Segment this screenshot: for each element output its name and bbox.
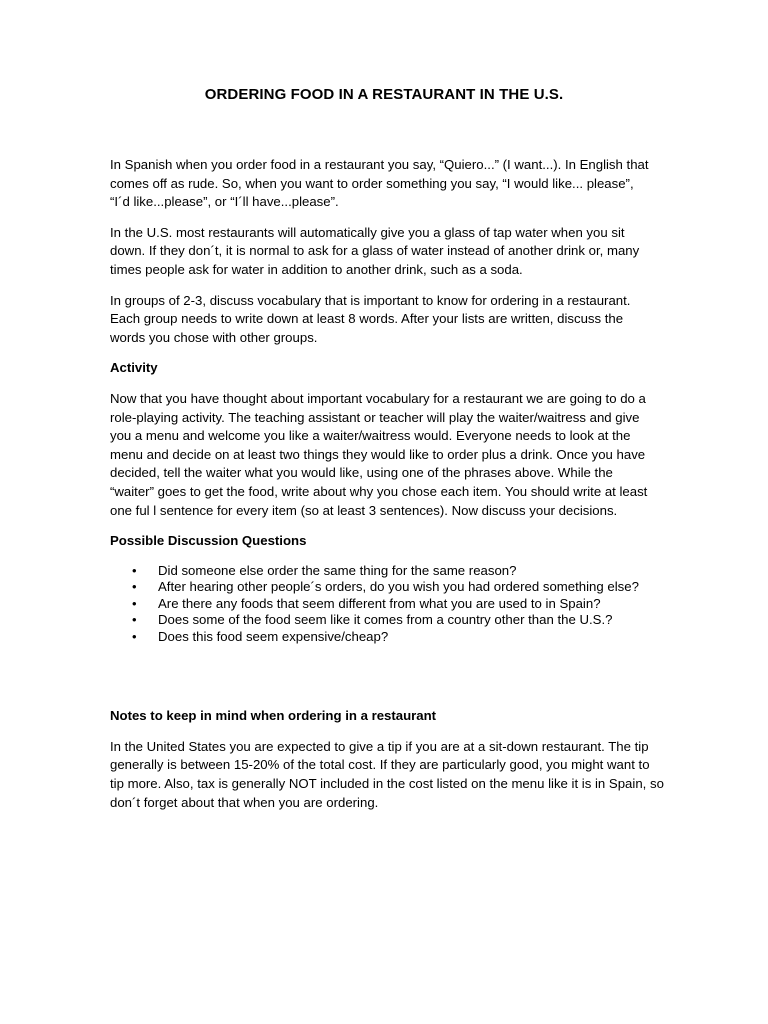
water-line: down. If they don´t, it is normal to ask for a glass of water instead of another drink or, many [110,243,640,259]
bullet-icon: • [132,628,137,644]
notes-line: In the United States you are expected to give a tip if you are at a sit-down restaurant. The tip [110,738,649,754]
question-text: Did someone else order the same thing for the same reason? [158,562,517,578]
activity-line: “waiter” goes to get the food, write about why you chose each item. You should write at least [110,483,648,499]
groups-line: words you chose with other groups. [110,329,318,345]
list-item [110,563,670,580]
list-item [110,596,670,613]
question-text: Does some of the food seem like it comes from a country other than the U.S.? [158,612,613,628]
groups-line: Each group needs to write down at least 8 words. After your lists are written, discuss the [110,311,624,327]
activity-line: decided, tell the waiter what you would like, using one of the phrases above. While the [110,465,613,481]
question-text: Are there any foods that seem different from what you are used to in Spain? [158,595,601,611]
intro-line: In Spanish when you order food in a restaurant you say, “Quiero...” (I want...). In English that [110,157,649,172]
groups-line: In groups of 2-3, discuss vocabulary that is important to know for ordering in a restaurant. [110,292,631,308]
bullet-icon: • [132,612,137,628]
notes-line: don´t forget about that when you are ordering. [110,794,379,810]
notes-line: generally is between 15-20% of the total cost. If they are particularly good, you might want to [110,757,650,773]
list-item [110,612,670,629]
list-item [110,629,670,646]
activity-paragraph [110,390,670,520]
question-text: After hearing other people´s orders, do you wish you had ordered something else? [158,579,639,595]
activity-line: you a menu and welcome you like a waiter/waitress would. Everyone needs to look at the [110,428,631,444]
intro-paragraph [110,156,670,212]
bullet-icon: • [132,579,137,595]
intro-line: “I´d like...please”, or “I´ll have...please”. [110,194,339,210]
list-item [110,579,670,596]
activity-line: Now that you have thought about important vocabulary for a restaurant we are going to do a [110,390,646,406]
document-title: ORDERING FOOD IN A RESTAURANT IN THE U.S. [204,86,564,103]
water-line: In the U.S. most restaurants will automatically give you a glass of tap water when you sit [110,224,625,240]
notes-heading: Notes to keep in mind when ordering in a restaurant [110,708,437,724]
activity-line: menu and decide on at least two things they would like to order plus a drink. Once you have [110,446,646,462]
bullet-icon: • [132,595,137,611]
bullet-icon: • [132,562,137,578]
intro-line: comes off as rude. So, when you want to order something you say, “I would like... please”, [110,175,634,191]
questions-heading: Possible Discussion Questions [110,533,307,549]
document-body [110,156,670,824]
water-line: times people ask for water in addition to another drink, such as a soda. [110,261,523,277]
groups-paragraph [110,292,670,348]
water-paragraph [110,224,670,280]
question-text: Does this food seem expensive/cheap? [158,628,389,644]
activity-line: role-playing activity. The teaching assistant or teacher will play the waiter/waitress and give [110,409,640,425]
notes-line: tip more. Also, tax is generally NOT included in the cost listed on the menu like it is in Spain, so [110,775,664,791]
questions-list [110,563,670,646]
activity-heading: Activity [110,360,158,376]
activity-line: one ful l sentence for every item (so at least 3 sentences). Now discuss your decisions. [110,502,618,518]
notes-paragraph [110,738,670,812]
